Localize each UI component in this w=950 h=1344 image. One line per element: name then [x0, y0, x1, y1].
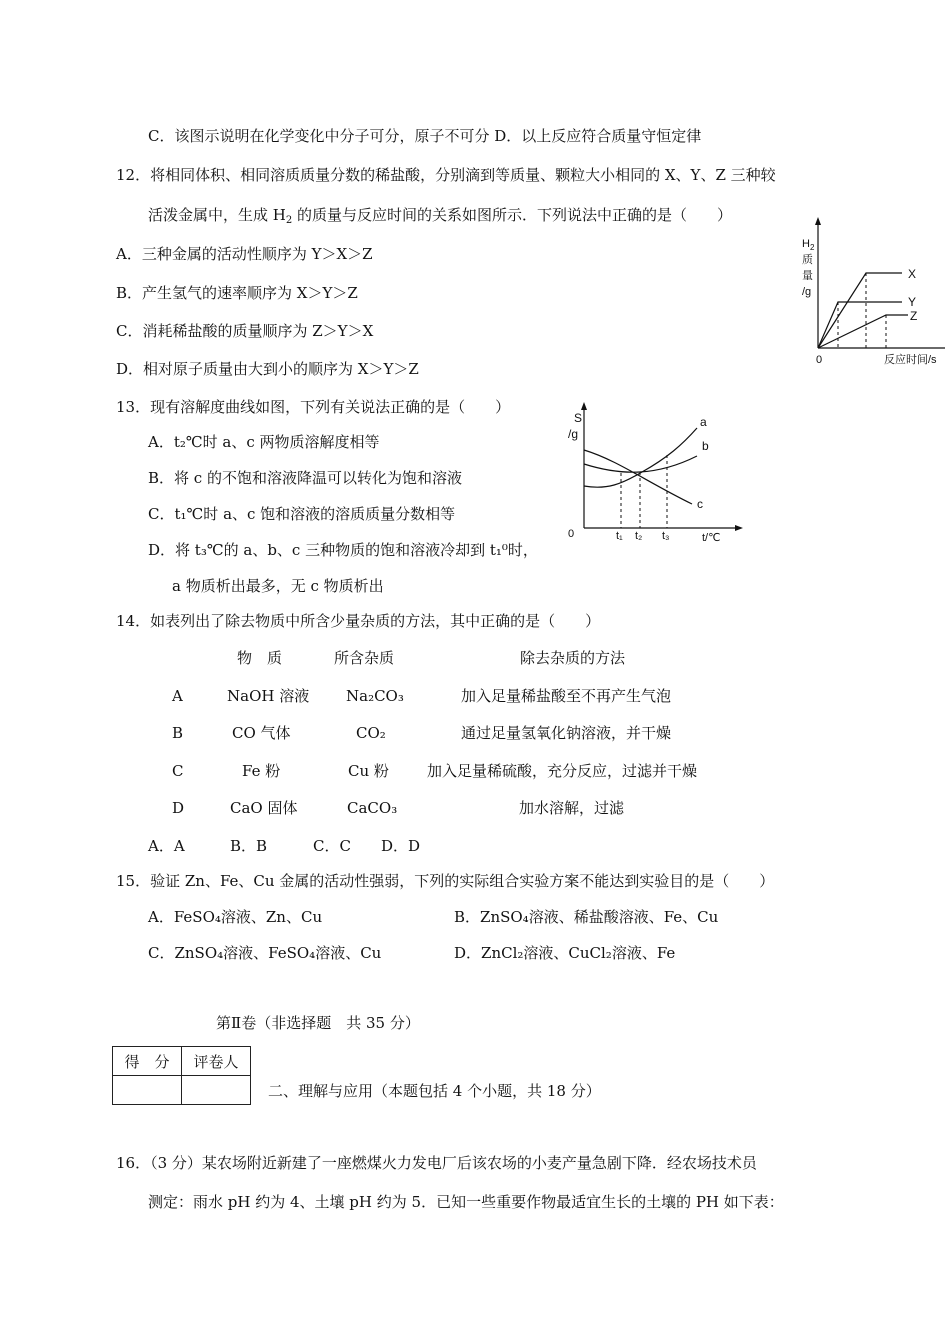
sol-ylabel-unit: /g — [568, 427, 579, 441]
h2-mass-time-graph — [790, 215, 950, 370]
q14-row-d-substance: CaO 固体 — [230, 799, 298, 817]
q14-answer-b: B．B — [230, 837, 268, 855]
q14-header-impurity: 所含杂质 — [334, 649, 395, 667]
q15-stem: 15．验证 Zn、Fe、Cu 金属的活动性强弱，下列的实际组合实验方案不能达到实验目的是（ ） — [116, 872, 775, 890]
q11-option-c: C．该图示说明在化学变化中分子可分，原子不可分 D．以上反应符合质量守恒定律 — [148, 127, 702, 145]
q15-option-b: B．ZnSO₄溶液、稀盐酸溶液、Fe、Cu — [454, 908, 719, 926]
sol-ylabel-s: S — [574, 411, 583, 425]
graph-xlabel: 反应时间/s — [884, 354, 937, 366]
graph-ylabel-2: 量 — [802, 270, 813, 282]
q14-header-method: 除去杂质的方法 — [520, 649, 626, 667]
q16-line1: 16．（3 分）某农场附近新建了一座燃煤火力发电厂后该农场的小麦产量急剧下降．经农场技术员 — [116, 1154, 757, 1172]
q14-answer-d: D．D — [381, 837, 421, 855]
q13-option-c: C．t₁℃时 a、c 饱和溶液的溶质质量分数相等 — [148, 505, 456, 523]
curve-a-label: a — [700, 415, 707, 429]
q14-answer-a: A．A — [148, 837, 185, 855]
q14-row-c-substance: Fe 粉 — [242, 762, 281, 780]
graph-ylabel-1: 质 — [802, 254, 813, 266]
sol-xlabel: t/℃ — [702, 532, 721, 544]
q12-option-a: A．三种金属的活动性顺序为 Y＞X＞Z — [116, 245, 373, 263]
series-x-line — [818, 273, 902, 348]
q14-row-b-method: 通过足量氢氧化钠溶液，并干燥 — [461, 724, 672, 742]
score-header: 得 分 — [113, 1047, 182, 1076]
graph-ylabel-h2: $H_2$ — [802, 238, 815, 252]
q14-row-d-label: D — [172, 799, 185, 817]
q14-row-b-substance: CO 气体 — [232, 724, 291, 742]
q14-row-a-substance: NaOH 溶液 — [227, 687, 310, 705]
q14-header-substance: 物 质 — [237, 649, 283, 667]
series-z-label: Z — [910, 309, 918, 323]
q14-row-b-label: B — [172, 724, 184, 742]
q12-stem-line2: 活泼金属中，生成 $H_2$ 的质量与反应时间的关系如图所示．下列说法中正确的是（ ） — [148, 206, 733, 226]
curve-b-label: b — [702, 439, 709, 453]
q13-option-b: B．将 c 的不饱和溶液降温可以转化为饱和溶液 — [148, 469, 462, 487]
q12-option-c: C．消耗稀盐酸的质量顺序为 Z＞Y＞X — [116, 322, 374, 340]
q12-option-b: B．产生氢气的速率顺序为 X＞Y＞Z — [116, 284, 358, 302]
graph-ylabel-3: /g — [802, 286, 812, 298]
part-2-title: 二、理解与应用（本题包括 4 个小题，共 18 分） — [268, 1082, 601, 1100]
series-x-label: X — [908, 267, 917, 281]
tick-t3: t₃ — [662, 530, 670, 542]
q12-option-d: D．相对原子质量由大到小的顺序为 X＞Y＞Z — [116, 360, 419, 378]
q14-row-c-label: C — [172, 762, 184, 780]
sol-origin: 0 — [568, 528, 575, 540]
tick-t1: t₁ — [616, 530, 623, 542]
section-2-title: 第Ⅱ卷（非选择题 共 35 分） — [216, 1014, 420, 1032]
q15-option-d: D．ZnCl₂溶液、CuCl₂溶液、Fe — [454, 944, 676, 962]
curve-c — [584, 450, 692, 504]
graph-origin: 0 — [816, 354, 823, 366]
q14-stem: 14．如表列出了除去物质中所含少量杂质的方法，其中正确的是（ ） — [116, 612, 601, 630]
grader-cell[interactable] — [182, 1076, 251, 1105]
q13-option-d-cont: a 物质析出最多，无 c 物质析出 — [172, 577, 384, 595]
tick-t2: t₂ — [635, 530, 643, 542]
q14-row-a-method: 加入足量稀盐酸至不再产生气泡 — [461, 687, 672, 705]
q16-line2: 测定：雨水 pH 约为 4、土壤 pH 约为 5．已知一些重要作物最适宜生长的土壤的 PH 如下表： — [148, 1193, 784, 1211]
series-y-label: Y — [908, 295, 917, 309]
series-y-line — [818, 302, 902, 348]
q15-option-c: C．ZnSO₄溶液、FeSO₄溶液、Cu — [148, 944, 382, 962]
score-table — [112, 1046, 251, 1105]
q14-row-d-impurity: CaCO₃ — [347, 799, 398, 817]
q15-option-a: A．FeSO₄溶液、Zn、Cu — [148, 908, 323, 926]
q14-row-a-impurity: Na₂CO₃ — [346, 687, 404, 705]
solubility-curve-graph — [562, 400, 747, 550]
q13-stem: 13．现有溶解度曲线如图，下列有关说法正确的是（ ） — [116, 398, 511, 416]
score-cell[interactable] — [113, 1076, 182, 1105]
curve-c-label: c — [697, 497, 703, 511]
q14-row-d-method: 加水溶解，过滤 — [519, 799, 625, 817]
series-z-line — [818, 315, 908, 348]
q14-row-c-impurity: Cu 粉 — [348, 762, 389, 780]
q13-option-a: A．t₂℃时 a、c 两物质溶解度相等 — [148, 433, 380, 451]
q14-row-c-method: 加入足量稀硫酸，充分反应，过滤并干燥 — [427, 762, 698, 780]
q14-row-b-impurity: CO₂ — [356, 724, 386, 742]
grader-header: 评卷人 — [182, 1047, 251, 1076]
q14-row-a-label: A — [172, 687, 183, 705]
q13-option-d: D．将 t₃℃的 a、b、c 三种物质的饱和溶液冷却到 t₁⁰时， — [148, 541, 538, 559]
q14-answer-c: C．C — [313, 837, 351, 855]
curve-b — [584, 456, 697, 472]
q12-stem-line1: 12．将相同体积、相同溶质质量分数的稀盐酸，分别滴到等质量、颗粒大小相同的 X、Y、Z 三种较 — [116, 166, 776, 184]
